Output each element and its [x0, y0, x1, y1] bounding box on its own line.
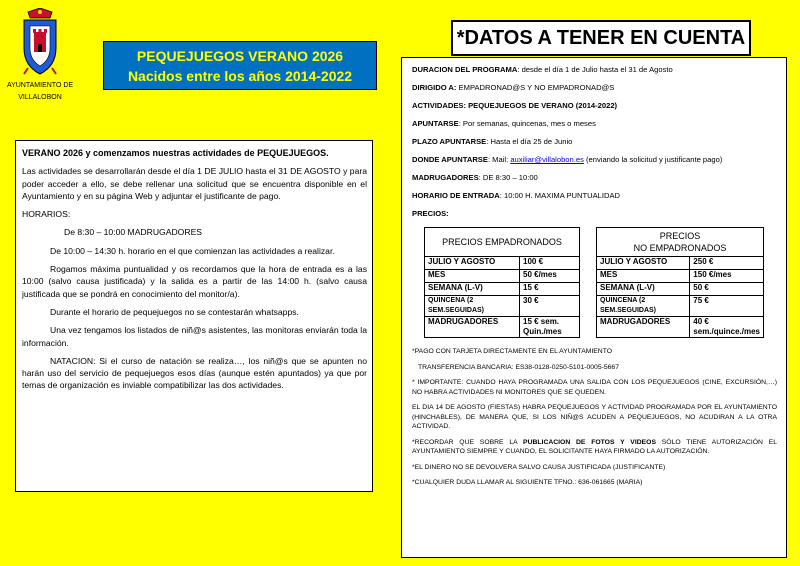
municipality-name	[0, 80, 80, 104]
row-label: MES	[425, 270, 520, 283]
row-label: QUINCENA (2 SEM.SEGUIDAS)	[425, 296, 520, 317]
dudas-note: *CUALQUIER DUDA LLAMAR AL SIGUIENTE TFNO.: 636-061665 (MARIA)	[412, 479, 643, 486]
plazo-value: : Hasta el día 25 de Junio	[486, 137, 573, 146]
price-tables	[412, 227, 777, 343]
duracion-value: : desde el día 1 de Julio hasta el 31 de Agosto	[517, 65, 673, 74]
dirigido-line	[412, 83, 777, 93]
notes	[412, 347, 777, 488]
row-value: 15 € sem. Quin./mes	[520, 317, 580, 338]
whatsapp-note: Durante el horario de pequejuegos no se contestarán whatsapps.	[50, 306, 299, 317]
apuntarse-label: APUNTARSE	[412, 119, 459, 128]
table-row	[597, 270, 764, 283]
program-banner	[103, 41, 377, 90]
apuntarse-line	[412, 119, 777, 129]
municipality-line1: AYUNTAMIENTO DE	[6, 82, 74, 89]
price-table-no-empadronados	[596, 227, 764, 338]
actividades-line	[412, 101, 777, 111]
madrugadores-label: MADRUGADORES	[412, 173, 479, 182]
email-link[interactable]: auxiliar@villalobon.es	[510, 155, 584, 164]
schedule-activities: De 10:00 – 14:30 h. horario en el que comienzan las actividades a realizar.	[50, 245, 335, 256]
row-label: JULIO Y AGOSTO	[597, 257, 690, 270]
madrugadores-line	[412, 173, 777, 183]
table-row	[425, 283, 580, 296]
datos-box	[401, 57, 787, 558]
row-value: 250 €	[690, 257, 764, 270]
natacion-note: NATACION: Si el curso de natación se realiza…, los niñ@s que se apunten no harán uso del servicio de pequejuegos esos días (aunque estén apuntados) ya que por temas de organización es inviable compatibilizar las dos actividades.	[22, 355, 367, 391]
actividades-label: ACTIVIDADES: PEQUEJUEGOS DE VERANO (2014-2022)	[412, 101, 618, 110]
horario-label: HORARIO DE ENTRADA	[412, 191, 500, 200]
row-label: SEMANA (L-V)	[425, 283, 520, 296]
table-row	[597, 296, 764, 317]
punctuality-note: Rogamos máxima puntualidad y os recordamos que la hora de entrada es a las 10:00 (salvo causa justificada) y la salida es a partir de las 14:00 h. (salvo causa justificada que se pondrá en conocimiento del monitor/a).	[22, 264, 367, 299]
pago-note: *PAGO CON TARJETA DIRECTAMENTE EN EL AYUNTAMIENTO	[412, 348, 613, 355]
transferencia-note: TRANSFERENCIA BANCARIA: ES38-0128-0250-5101-0005-5667	[418, 363, 619, 371]
donde-label: DONDE APUNTARSE	[412, 155, 488, 164]
program-heading: VERANO 2026 y comenzamos nuestras actividades de PEQUEJUEGOS.	[22, 148, 329, 158]
municipal-crest-logo	[20, 8, 60, 80]
program-intro: Las actividades se desarrollarán desde el día 1 DE JULIO hasta el 31 DE AGOSTO y para poder acceder a ello, se debe rellenar una solicitud que se encuentra disponible en el Ayuntamiento y en su página Web y adjuntar el justificante de pago.	[22, 166, 367, 201]
fiestas-note: EL DIA 14 DE AGOSTO (FIESTAS) HABRA PEQUEJUEGOS Y ACTIVIDAD PROGRAMADA POR EL AYUNTAMIENTO (HINCHABLES), DE MANERA QUE, SI LOS NIÑ@S ACUDEN A PEQUEJUEGOS, NO ACUDIRAN A LA OTRA ACTIVIDAD.	[412, 404, 777, 430]
apuntarse-value: : Por semanas, quincenas, mes o meses	[458, 119, 596, 128]
precios-line	[412, 209, 777, 219]
plazo-line	[412, 137, 777, 147]
table-row	[597, 317, 764, 338]
table-row	[425, 317, 580, 338]
donde-line	[412, 155, 777, 165]
table-title-line1: PRECIOS	[659, 231, 701, 241]
dirigido-label: DIRIGIDO A:	[412, 83, 457, 92]
row-value: 75 €	[690, 296, 764, 317]
row-label: MADRUGADORES	[425, 317, 520, 338]
lists-note: Una vez tengamos los listados de niñ@s asistentes, las monitoras enviarán toda la información.	[22, 325, 367, 348]
table-row	[425, 296, 580, 317]
table-row	[425, 270, 580, 283]
row-label: JULIO Y AGOSTO	[425, 257, 520, 270]
horarios-label: HORARIOS:	[22, 209, 71, 220]
fotos-post: SÓLO TIENE AUTORIZACIÓN EL AYUNTAMIENTO SIEMPRE Y CUANDO, EL SOLICITANTE HAYA FIRMADO LA AUTORIZACIÓN.	[412, 438, 777, 455]
madrugadores-value: : DE 8:30 – 10:00	[478, 173, 538, 182]
duracion-line	[412, 65, 777, 75]
donde-note: (enviando la solicitud y justificante pago)	[583, 155, 723, 164]
dirigido-value: EMPADRONAD@S Y NO EMPADRONAD@S	[456, 83, 615, 92]
datos-title: *DATOS A TENER EN CUENTA	[451, 20, 751, 56]
row-label: MES	[597, 270, 690, 283]
row-label: QUINCENA (2 SEM.SEGUIDAS)	[597, 296, 690, 317]
price-table-empadronados	[424, 227, 580, 338]
precios-label: PRECIOS:	[412, 209, 449, 218]
fotos-bold: PUBLICACION DE FOTOS Y VIDEOS	[523, 438, 656, 446]
row-value: 40 € sem./quince./mes	[690, 317, 764, 338]
donde-mail-label: : Mail:	[487, 155, 511, 164]
banner-subtitle: Nacidos entre los años 2014-2022	[127, 68, 353, 84]
horario-line	[412, 191, 777, 201]
row-value: 50 €	[690, 283, 764, 296]
table-title-no-empadronados	[597, 228, 764, 257]
duracion-label: DURACION DEL PROGRAMA	[412, 65, 518, 74]
row-value: 150 €/mes	[690, 270, 764, 283]
table-row	[597, 257, 764, 270]
row-value: 15 €	[520, 283, 580, 296]
table-row	[425, 257, 580, 270]
row-value: 30 €	[520, 296, 580, 317]
banner-title: PEQUEJUEGOS VERANO 2026	[136, 48, 344, 64]
dinero-note: *EL DINERO NO SE DEVOLVERA SALVO CAUSA JUSTIFICADA (JUSTIFICANTE)	[412, 463, 666, 471]
fotos-pre: *RECORDAR QUE SOBRE LA	[412, 438, 524, 446]
table-row	[597, 283, 764, 296]
municipality-line2: VILLALOBON	[18, 94, 62, 101]
horario-value: : 10:00 H. MAXIMA PUNTUALIDAD	[499, 191, 621, 200]
row-label: MADRUGADORES	[597, 317, 690, 338]
program-info-box	[15, 140, 373, 492]
schedule-madrugadores: De 8:30 – 10:00 MADRUGADORES	[64, 227, 203, 238]
fotos-note	[412, 438, 777, 457]
row-value: 50 €/mes	[520, 270, 580, 283]
row-value: 100 €	[520, 257, 580, 270]
plazo-label: PLAZO APUNTARSE	[412, 137, 487, 146]
row-label: SEMANA (L-V)	[597, 283, 690, 296]
table-title-line2: NO EMPADRONADOS	[633, 243, 727, 253]
table-title-empadronados: PRECIOS EMPADRONADOS	[425, 228, 580, 257]
importante-note: * IMPORTANTE: CUANDO HAYA PROGRAMADA UNA SALIDA CON LOS PEQUEJUEGOS (CINE, EXCURSIÓN,…) NO HABRA ACTIVIDADES NI MONITORES QUE SE QUEDEN.	[412, 379, 777, 396]
